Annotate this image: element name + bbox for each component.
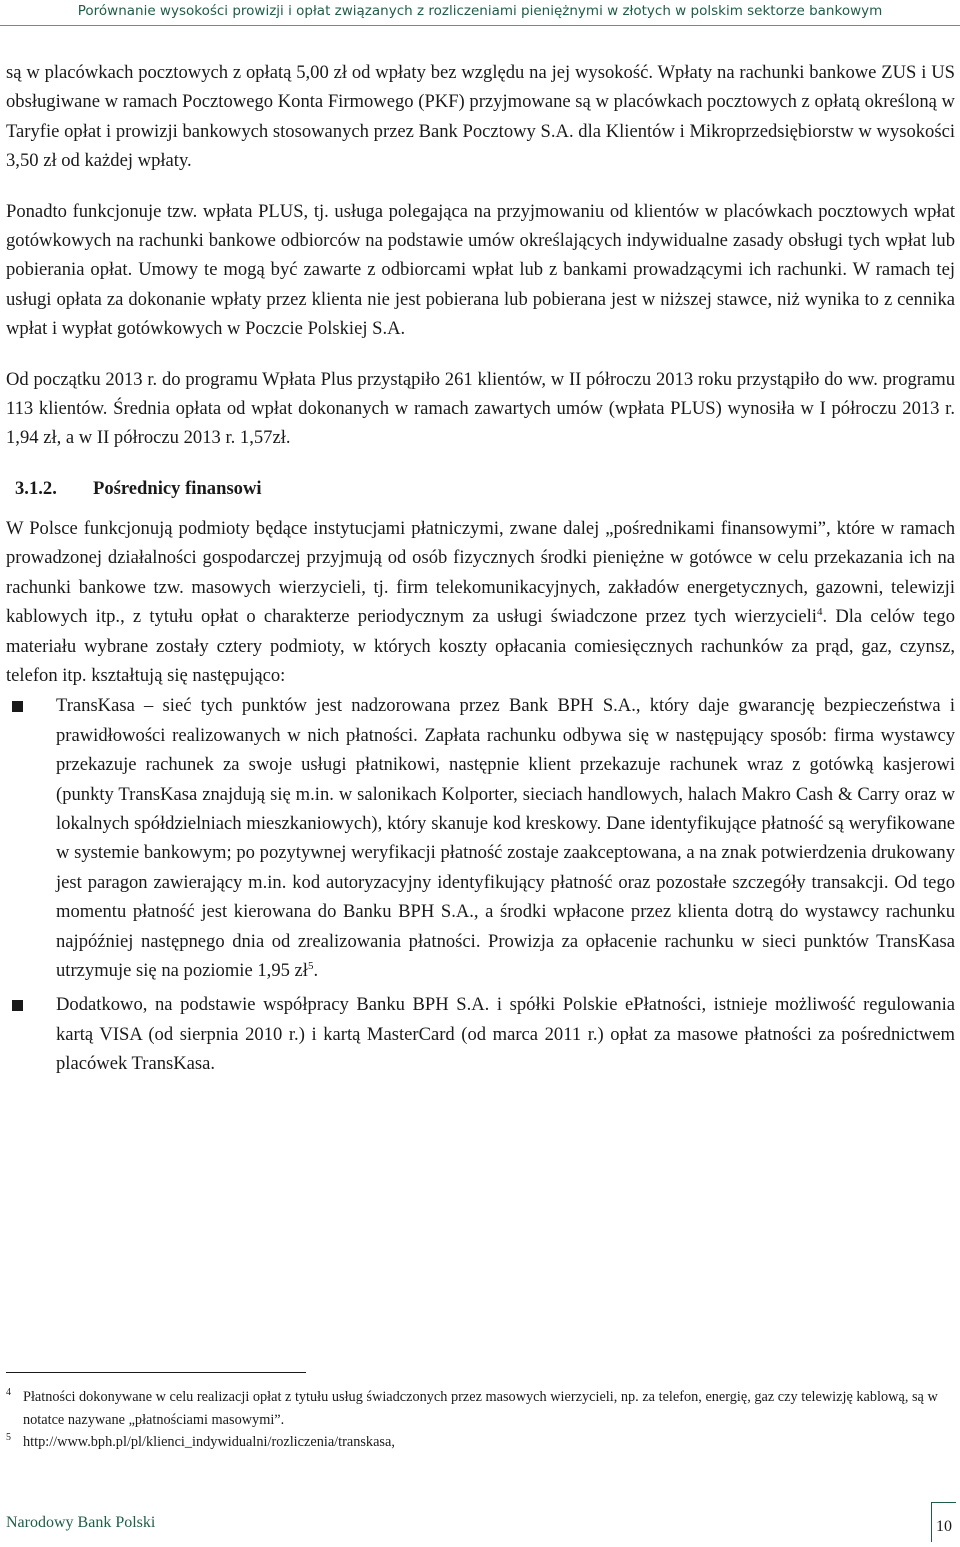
footnote-5: 5 http://www.bph.pl/pl/klienci_indywidualni/rozliczenia/transkasa, [6,1432,395,1450]
list-item-text: TransKasa – sieć tych punktów jest nadzorowana przez Bank BPH S.A., który daje gwarancję bezpieczeństwa i prawidłowości realizowanych w nich płatności. Zapłata rachunku odbywa się w następujący sposób: firma wystawcy przekazuje rachunek za swoje usługi płatnikowi, następnie klient przekazuje rachunek wraz z gotówką kasjerowi (punkty TransKasa znajdują się m.in. w salonikach Kolporter, sieciach handlowych, halach Makro Cash & Carry oraz w lokalnych spółdzielniach mieszkaniowych), który skanuje kod kreskowy. Dane identyfikujące płatność są weryfikowane w systemie bankowym; po pozytywnej weryfikacji płatność zostaje zaakceptowana, a na znak potwierdzenia drukowany jest paragon zawierający m.in. kod autoryzacyjny identyfikujący płatność oraz pozostałe szczegóły transakcji. Od tego momentu płatność jest kierowana do Banku BPH S.A., a środki wpłacone przez klienta dotrą do wystawcy rachunku najpóźniej następnego dnia od zrealizowania płatności. Prowizja za opłacenie rachunku w sieci punktów TransKasa utrzymuje się na poziomie 1,95 zł [56,695,955,981]
list-item-text-tail: . [313,959,319,981]
square-bullet-icon [12,701,23,712]
footnote-divider [6,1372,306,1373]
footnote-ref-4[interactable]: 4 [816,605,823,618]
paragraph-financial-intermediaries [6,514,955,690]
paragraph-text: W Polsce funkcjonują podmioty będące instytucjami płatniczymi, zwane dalej „pośrednikami finansowymi”, które w ramach prowadzonej działalności gospodarczej przyjmują od osób fizycznych środki pieniężne w gotówce w celu przekazania ich na rachunki bankowe tzw. masowych wierzycieli, tj. firm telekomunikacyjnych, zakładów energetycznych, gazowni, telewizji kablowych itp., z tytułu opłat o charakterze periodycznym za usługi świadczone przez tych wierzycieli [6,517,955,628]
square-bullet-icon [12,1000,23,1011]
running-header: Porównanie wysokości prowizji i opłat związanych z rozliczeniami pieniężnymi w złotych w polskim sektorze bankowym [0,0,960,26]
footer-publisher: Narodowy Bank Polski [6,1514,156,1531]
footnote-text: Płatności dokonywane w celu realizacji opłat z tytułu usług świadczonych przez masowych wierzycieli, np. za telefon, energię, gaz czy telewizję kablową, są w notatce nazywane „płatnościami masowymi”. [23,1389,938,1428]
list-item [6,691,955,985]
paragraph-wplata-plus: Ponadto funkcjonuje tzw. wpłata PLUS, tj. usługa polegająca na przyjmowaniu od klientów w placówkach pocztowych wpłat gotówkowych na rachunki bankowe odbiorców na podstawie umów określających indywidualne zasady obsługi tych wpłat lub pobierania opłat. Umowy te mogą być zawarte z odbiorcami wpłat lub z bankami prowadzącymi ich rachunki. W ramach tej usługi opłata za dokonanie wpłaty przez klienta nie jest pobierana lub pobierana jest w niższej stawce, niż wynika to z cennika wpłat i wypłat gotówkowych w Poczcie Polskiej S.A. [6,200,955,340]
footnote-link[interactable]: http://www.bph.pl/pl/klienci_indywidualni/rozliczenia/transkasa, [23,1434,395,1450]
section-title: Pośrednicy finansowi [93,477,262,499]
intermediaries-list [6,691,955,1078]
document-body [6,58,955,1079]
paragraph-post-office-fees: są w placówkach pocztowych z opłatą 5,00 zł od wpłaty bez względu na jej wysokość. Wpłaty na rachunki bankowe ZUS i US obsługiwane w ramach Pocztowego Konta Firmowego (PKF) przyjmowane są w placówkach pocztowych z opłatą określoną w Taryfie opłat i prowizji bankowych stosowanych przez Bank Pocztowy S.A. dla Klientów i Mikroprzedsiębiorstw w wysokości 3,50 zł od każdej wpłaty. [6,62,955,172]
section-heading [6,474,955,503]
list-item-text: Dodatkowo, na podstawie współpracy Banku BPH S.A. i spółki Polskie ePłatności, istnieje możliwość regulowania kartą VISA (od sierpnia 2010 r.) i kartą MasterCard (od marca 2011 r.) opłat za masowe płatności za pośrednictwem placówek TransKasa. [56,994,955,1075]
footnote-4: 4 Płatności dokonywane w celu realizacji opłat z tytułu usług świadczonych przez masowych wierzycieli, np. za telefon, energię, gaz czy telewizję kablową, są w notatce nazywane „płatnościami masowymi”. [6,1387,938,1428]
page-number: 10 [931,1502,956,1542]
list-item [6,990,955,1078]
footnote-ref-5[interactable]: 5 [307,959,314,972]
section-number: 3.1.2. [15,477,57,499]
paragraph-wplata-plus-stats: Od początku 2013 r. do programu Wpłata Plus przystąpiło 261 klientów, w II półroczu 2013 roku przystąpiło do ww. programu 113 klientów. Średnia opłata od wpłat dokonanych w ramach zawartych umów (wpłata PLUS) wynosiła w I półroczu 2013 r. 1,94 zł, a w II półroczu 2013 r. 1,57zł. [6,368,955,449]
paragraph-text-tail: . Dla celów tego materiału wybrane zostały cztery podmioty, w których koszty opłacania comiesięcznych rachunków za prąd, gaz, czynsz, telefon itp. kształtują się następująco: [6,606,955,686]
footnotes [6,1386,946,1454]
